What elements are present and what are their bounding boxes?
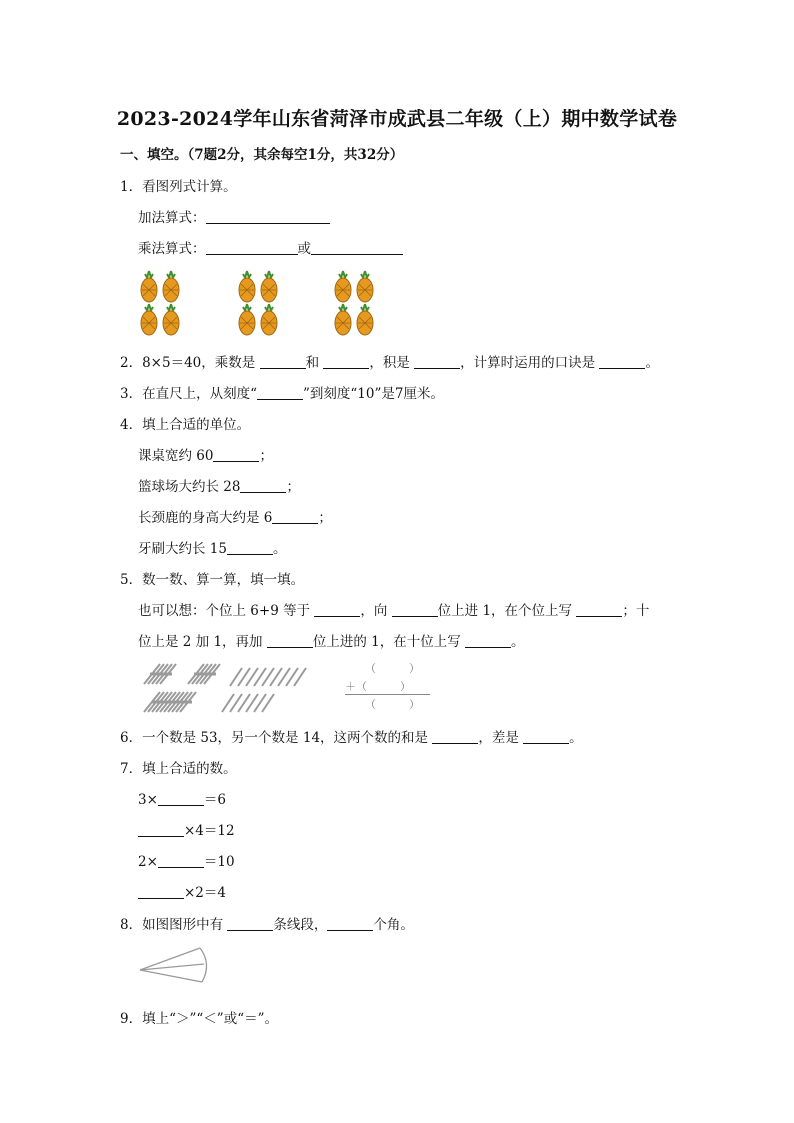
question-3 xyxy=(120,385,444,403)
q8-text: 8．如图图形中有 xyxy=(120,917,224,933)
answer-blank[interactable] xyxy=(414,354,460,369)
pineapple-group-3 xyxy=(335,271,373,335)
q5-text: 位上是 2 加 1，再加 xyxy=(138,634,263,650)
answer-blank[interactable] xyxy=(227,540,273,555)
question-7-row-1 xyxy=(138,791,226,809)
q4-punct: 。 xyxy=(272,541,287,557)
question-1-addition xyxy=(138,209,330,227)
answer-blank[interactable] xyxy=(314,602,360,617)
answer-blank[interactable] xyxy=(465,633,511,648)
answer-blank[interactable] xyxy=(158,791,204,806)
q2-text: ，计算时运用的口诀是 xyxy=(460,355,596,371)
question-5-line-2 xyxy=(138,633,525,651)
answer-blank[interactable] xyxy=(213,447,259,462)
question-5-line-1 xyxy=(138,602,649,620)
answer-blank[interactable] xyxy=(257,385,303,400)
answer-blank[interactable] xyxy=(311,240,403,255)
q5-text: 。 xyxy=(511,634,525,650)
question-9: 9．填上“＞”“＜”或“＝”。 xyxy=(120,1011,278,1027)
segment-bottom xyxy=(140,970,202,982)
question-1-multiplication xyxy=(138,240,403,258)
question-4-item-2 xyxy=(138,478,300,496)
answer-blank[interactable] xyxy=(323,354,369,369)
q6-text: 。 xyxy=(569,730,583,746)
answer-blank[interactable] xyxy=(576,602,622,617)
q2-text: 2．8×5＝40，乘数是 xyxy=(120,355,256,371)
single-sticks-top xyxy=(230,668,306,686)
question-8 xyxy=(120,916,414,934)
answer-blank[interactable] xyxy=(240,478,286,493)
question-5-stem: 5．数一数、算一算，填一填。 xyxy=(120,572,305,588)
calc-divider-line xyxy=(345,694,430,695)
q7-text: 3× xyxy=(138,792,158,808)
q8-text: 个角。 xyxy=(373,917,414,933)
q4-punct: ； xyxy=(318,510,332,526)
bundle-of-ten-2 xyxy=(188,664,220,684)
pineapple-figure xyxy=(138,270,388,338)
q7-text: 2× xyxy=(138,854,158,870)
answer-blank[interactable] xyxy=(138,822,184,837)
answer-blank[interactable] xyxy=(227,916,273,931)
q2-text: 。 xyxy=(645,355,659,371)
answer-blank[interactable] xyxy=(327,916,373,931)
answer-blank[interactable] xyxy=(206,209,330,224)
question-7-row-2 xyxy=(138,822,235,840)
q3-text: ”到刻度“10”是7厘米。 xyxy=(303,386,444,402)
q2-text: 和 xyxy=(305,355,320,371)
pineapple-group-1 xyxy=(141,271,179,335)
answer-blank[interactable] xyxy=(138,884,184,899)
q2-text: ，积是 xyxy=(369,355,410,371)
answer-blank[interactable] xyxy=(158,853,204,868)
question-4-item-4 xyxy=(138,540,286,558)
question-6 xyxy=(120,729,583,747)
plus-sign: ＋ xyxy=(345,680,356,693)
q6-text: 6．一个数是 53，另一个数是 14，这两个数的和是 xyxy=(120,730,429,746)
page-title: 2023-2024学年山东省菏泽市成武县二年级（上）期中数学试卷 xyxy=(116,108,678,130)
section-heading: 一、填空。（7题2分，其余每空1分，共32分） xyxy=(120,147,404,163)
answer-blank[interactable] xyxy=(599,354,645,369)
answer-blank[interactable] xyxy=(392,602,438,617)
q7-text: ＝10 xyxy=(203,854,235,870)
question-7-row-3 xyxy=(138,853,235,871)
q7-text: ＝6 xyxy=(203,792,226,808)
q7-text: ×2＝4 xyxy=(184,885,226,901)
answer-blank[interactable] xyxy=(272,509,318,524)
q4-punct: ； xyxy=(286,479,300,495)
q5-text: 也可以想：个位上 6+9 等于 xyxy=(138,603,311,619)
addition-label: 加法算式： xyxy=(138,210,206,226)
q4-text: 牙刷大约长 15 xyxy=(138,541,227,557)
q3-text: 3．在直尺上，从刻度“ xyxy=(120,386,257,402)
single-sticks-bottom xyxy=(222,694,274,712)
question-4-item-3 xyxy=(138,509,332,527)
answer-blank[interactable] xyxy=(267,633,313,648)
question-1-stem: 1．看图列式计算。 xyxy=(120,179,237,195)
pineapple-group-2 xyxy=(239,271,277,335)
question-7-stem: 7．填上合适的数。 xyxy=(120,761,237,777)
question-4-stem: 4．填上合适的单位。 xyxy=(120,417,251,433)
question-4-item-1 xyxy=(138,447,273,465)
arc-edge xyxy=(200,948,207,982)
q5-text: 位上进 1，在个位上写 xyxy=(437,603,573,619)
multiplication-label: 乘法算式： xyxy=(138,241,206,257)
q7-text: ×4＝12 xyxy=(184,823,235,839)
bundle-of-ten-3 xyxy=(144,692,196,712)
q4-punct: ； xyxy=(259,448,273,464)
question-7-row-4 xyxy=(138,884,226,902)
q5-text: 位上进的 1，在十位上写 xyxy=(312,634,461,650)
q5-text: ，向 xyxy=(360,603,388,619)
q6-text: ，差是 xyxy=(478,730,519,746)
q5-text: ；十 xyxy=(622,603,650,619)
vertical-calc-row-1: （ ） xyxy=(365,662,420,675)
or-label: 或 xyxy=(297,241,311,257)
answer-blank[interactable] xyxy=(432,729,478,744)
q4-text: 课桌宽约 60 xyxy=(138,448,214,464)
angle-figure xyxy=(138,944,213,988)
q8-text: 条线段， xyxy=(273,917,328,933)
q4-text: 长颈鹿的身高大约是 6 xyxy=(138,510,273,526)
bundle-of-ten-1 xyxy=(144,664,176,684)
answer-blank[interactable] xyxy=(523,729,569,744)
q4-text: 篮球场大约长 28 xyxy=(138,479,241,495)
vertical-calc-result: （ ） xyxy=(365,698,420,711)
answer-blank[interactable] xyxy=(260,354,306,369)
question-2 xyxy=(120,354,659,372)
answer-blank[interactable] xyxy=(206,240,298,255)
paren-blank: （ ） xyxy=(356,680,411,693)
